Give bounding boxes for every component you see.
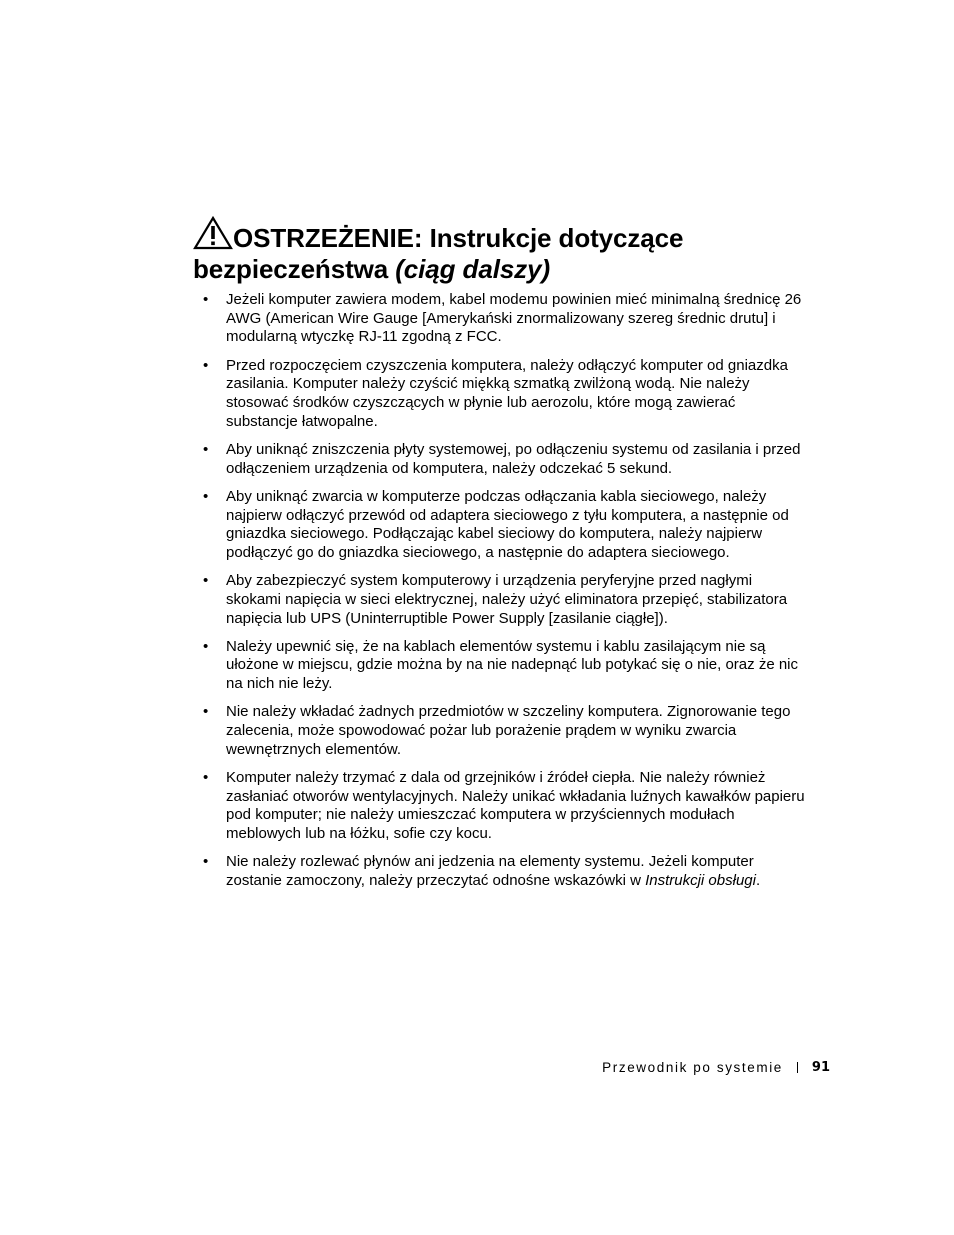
list-item-text: Należy upewnić się, że na kablach elementów systemu i kablu zasilającym nie są ułożone w miejscu, gdzie można by na nie nadepnąć lub potykać się o nie, oraz że nic na nich nie leży. xyxy=(226,637,798,693)
bullet-marker: • xyxy=(203,703,209,721)
list-item xyxy=(203,769,809,844)
page-number: 91 xyxy=(811,1060,830,1075)
list-item-text: Jeżeli komputer zawiera modem, kabel modemu powinien mieć minimalną średnicę 26 AWG (American Wire Gauge [Amerykański znormalizowany szereg średnic drutu] i modularną wtyczkę RJ-11 zgodną z FCC. xyxy=(226,291,802,346)
heading-subtitle: (ciąg dalszy) xyxy=(395,254,551,284)
safety-instructions-list xyxy=(203,291,809,900)
bullet-marker: • xyxy=(203,356,209,374)
list-item xyxy=(203,572,809,628)
list-item-tail: . xyxy=(755,871,761,889)
footer-divider xyxy=(797,1062,798,1073)
manual-reference: Instrukcji obsługi xyxy=(645,871,756,889)
list-item-text: Aby uniknąć zwarcia w komputerze podczas odłączania kabla sieciowego, należy najpierw odłączyć przewód od adaptera sieciowego z tyłu komputera, a następnie od gniazdka sieciowego. Podłączając kabel sieciowy do komputera, należy najpierw podłączyć go do gniazdka sieciowego, a następnie do adaptera sieciowego. xyxy=(226,487,789,561)
list-item xyxy=(203,291,809,347)
bullet-marker: • xyxy=(203,291,209,308)
bullet-marker: • xyxy=(203,487,209,505)
list-item xyxy=(203,488,809,563)
list-item xyxy=(203,703,809,759)
footer-title: Przewodnik po systemie xyxy=(602,1060,783,1075)
list-item-text: Komputer należy trzymać z dala od grzejników i źródeł ciepła. Nie należy również zasłaniać otworów wentylacyjnych. Należy unikać wkładania luźnych kawałków papieru pod komputer; nie należy umieszczać komputera w przyściennych modułach meblowych lub na łóżku, sofie czy kocu. xyxy=(226,768,805,843)
list-item-text: Aby uniknąć zniszczenia płyty systemowej, po odłączeniu systemu od zasilania i przed odłączeniem urządzenia od komputera, należy odczekać 5 sekund. xyxy=(226,440,801,477)
heading-main: OSTRZEŻENIE: Instrukcje dotyczące bezpieczeństwa xyxy=(193,223,684,284)
bullet-marker: • xyxy=(203,853,209,871)
bullet-marker: • xyxy=(203,768,209,786)
bullet-marker: • xyxy=(203,637,209,655)
list-item-text: Przed rozpoczęciem czyszczenia komputera, należy odłączyć komputer od gniazdka zasilania. Komputer należy czyścić miękką szmatką zwilżoną wodą. Nie należy stosować środków czyszczących w płynie lub aerozolu, które mogą zawierać substancje łatwopalne. xyxy=(226,356,788,430)
page-heading xyxy=(193,216,833,285)
list-item-text: Nie należy wkładać żadnych przedmiotów w szczeliny komputera. Zignorowanie tego zalecenia, może spowodować pożar lub porażenie prądem w wyniku zwarcia wewnętrznych elementów. xyxy=(226,703,791,758)
list-item-text: Aby zabezpieczyć system komputerowy i urządzenia peryferyjne przed nagłymi skokami napięcia w sieci elektrycznej, należy użyć eliminatora przepięć, stabilizatora napięcia lub UPS (Uninterruptible Power Supply [zasilanie ciągłe]). xyxy=(226,572,788,627)
list-item xyxy=(203,441,809,478)
list-item-text: Nie należy rozlewać płynów ani jedzenia na elementy systemu. Jeżeli komputer zostanie zamoczony, należy przeczytać odnośne wskazówki w xyxy=(226,853,754,889)
bullet-marker: • xyxy=(203,572,209,590)
bullet-marker: • xyxy=(203,440,209,458)
page-footer xyxy=(602,1060,830,1075)
warning-triangle-icon xyxy=(193,216,233,250)
list-item xyxy=(203,638,809,694)
list-item xyxy=(203,853,809,890)
list-item xyxy=(203,357,809,432)
